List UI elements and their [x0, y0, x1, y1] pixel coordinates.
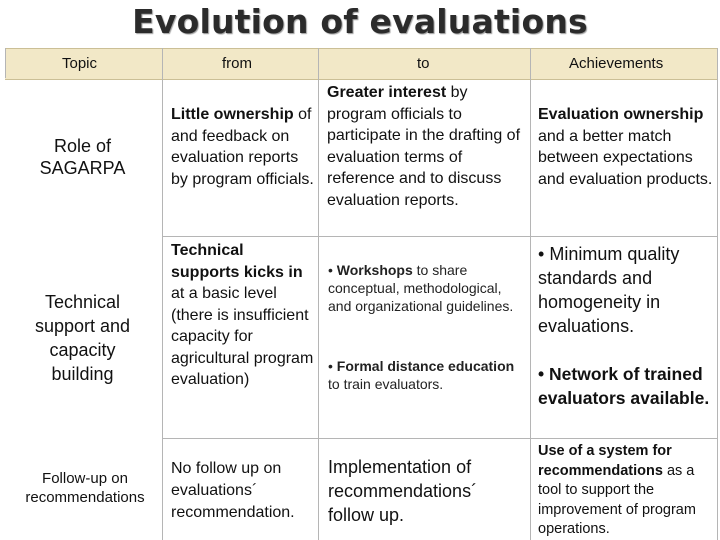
- row-1-to: [327, 82, 527, 211]
- row-2-ach-2: Network of trained evaluators available.: [538, 364, 710, 408]
- header-topic: Topic: [62, 55, 98, 72]
- row-2-to-item-2: [328, 357, 523, 393]
- row-3-ach-bold: Use of a system for recommendations: [538, 443, 672, 479]
- row-3-ach-rest: as a tool to support the improvement of program operations.: [538, 462, 696, 537]
- row-divider: [162, 438, 717, 439]
- row-2-to-item-1: [328, 261, 523, 315]
- row-2-achievement-2: [538, 362, 718, 410]
- row-1-topic: Role of SAGARPA: [39, 136, 126, 178]
- bullet-icon: •: [538, 244, 545, 264]
- row-2-to-2-rest: to train evaluators.: [328, 376, 444, 392]
- row-1-ach-rest: and a better match between expectations and evaluation products.: [538, 127, 713, 188]
- bullet-icon: •: [328, 358, 333, 374]
- grid-line: [530, 48, 531, 540]
- bullet-icon: •: [328, 262, 333, 278]
- grid-line: [717, 48, 718, 540]
- row-3-topic: Follow-up on recommendations: [25, 470, 145, 506]
- row-2-to-1-rest: to share conceptual, methodological, and organizational guidelines.: [328, 262, 514, 314]
- page-title: Evolution of evaluations: [132, 2, 588, 41]
- row-3-from: No follow up on evaluations´ recommendation.: [171, 460, 295, 521]
- grid-line: [162, 48, 163, 540]
- row-2-to-2-bold: Formal distance education: [336, 358, 515, 374]
- row-2-ach-1: Minimum quality standards and homogeneity in evaluations.: [538, 244, 680, 336]
- row-2-achievement-1: [538, 242, 716, 338]
- header-achievements: Achievements: [569, 55, 664, 72]
- row-3-to: Implementation of recommendations´ follow up.: [328, 457, 478, 525]
- row-divider: [162, 236, 717, 237]
- grid-line: [318, 48, 319, 540]
- row-2-from-bold: Technical supports kicks in: [171, 242, 303, 281]
- bullet-icon: •: [538, 364, 545, 384]
- row-2-from-rest: at a basic level (there is insufficient capacity for agricultural program evaluation): [171, 285, 314, 388]
- grid-line: [5, 48, 6, 78]
- row-1-from-rest: of and feedback on evaluation reports by program officials.: [171, 106, 314, 188]
- row-1-from: [171, 104, 316, 190]
- header-from: from: [222, 55, 252, 72]
- row-1-from-bold: Little ownership: [171, 106, 294, 123]
- row-1-ach-bold: Evaluation ownership: [538, 106, 704, 123]
- header-to: to: [417, 55, 430, 72]
- row-1-to-bold: Greater interest: [327, 84, 447, 101]
- row-2-from: [171, 240, 316, 391]
- row-1-to-rest: by program officials to participate in the drafting of evaluation terms of reference and to discuss evaluation reports.: [327, 84, 521, 209]
- row-1-achievements: [538, 104, 716, 190]
- row-2-to-1-bold: Workshops: [336, 262, 413, 278]
- row-2-topic: Technical support and capacity building: [34, 292, 131, 384]
- row-3-achievements: [538, 442, 716, 540]
